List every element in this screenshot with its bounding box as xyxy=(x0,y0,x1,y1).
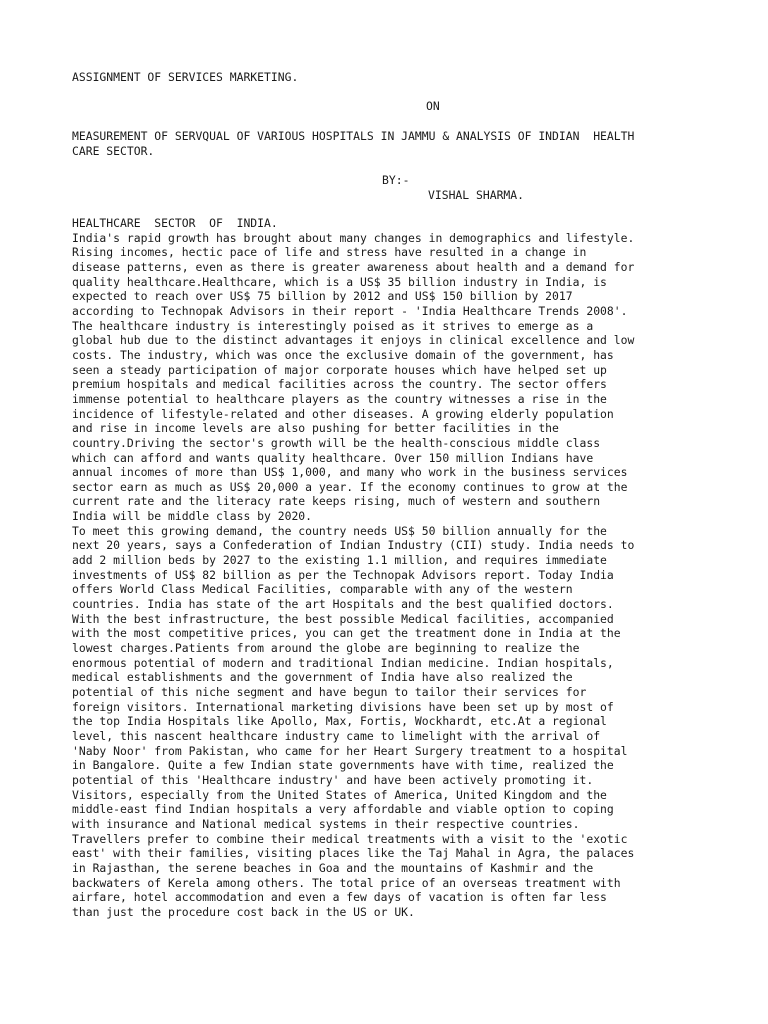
body-line: current rate and the literacy rate keeps rising, much of western and southern xyxy=(72,494,601,509)
body-line: in Rajasthan, the serene beaches in Goa and the mountains of Kashmir and the xyxy=(72,860,594,875)
body-line: With the best infrastructure, the best possible Medical facilities, accompanied xyxy=(72,611,614,626)
body-line: the top India Hospitals like Apollo, Max, Fortis, Wockhardt, etc.At a regional xyxy=(72,714,607,729)
body-line: foreign visitors. International marketing divisions have been set up by most of xyxy=(72,699,614,714)
body-line: and rise in income levels are also pushing for better facilities in the xyxy=(72,421,559,436)
body-line: Visitors, especially from the United States of America, United Kingdom and the xyxy=(72,787,607,802)
body-line: according to Technopak Advisors in their report - 'India Healthcare Trends 2008'. xyxy=(72,303,628,318)
body-line: incidence of lifestyle-related and other diseases. A growing elderly population xyxy=(72,406,614,421)
body-line: potential of this 'Healthcare industry' and have been actively promoting it. xyxy=(72,772,594,787)
on-label: ON xyxy=(426,99,440,113)
assignment-heading: ASSIGNMENT OF SERVICES MARKETING. xyxy=(72,70,299,84)
body-line: quality healthcare.Healthcare, which is a US$ 35 billion industry in India, is xyxy=(72,274,607,289)
body-line: global hub due to the distinct advantages it enjoys in clinical excellence and low xyxy=(72,333,635,348)
title-line-2: CARE SECTOR. xyxy=(72,144,155,158)
by-label: BY:- xyxy=(382,173,410,187)
body-line: To meet this growing demand, the country needs US$ 50 billion annually for the xyxy=(72,523,607,538)
section-heading: HEALTHCARE SECTOR OF INDIA. xyxy=(72,216,278,230)
body-line: than just the procedure cost back in the US or UK. xyxy=(72,904,415,919)
body-line: annual incomes of more than US$ 1,000, and many who work in the business services xyxy=(72,465,628,480)
body-line: countries. India has state of the art Hospitals and the best qualified doctors. xyxy=(72,597,614,612)
body-line: potential of this niche segment and have begun to tailor their services for xyxy=(72,685,587,699)
body-line: country.Driving the sector's growth will be the health-conscious middle class xyxy=(72,435,601,450)
author-name: VISHAL SHARMA. xyxy=(428,188,525,202)
body-text xyxy=(72,216,702,920)
body-line: with insurance and National medical systems in their respective countries. xyxy=(72,816,580,831)
body-line: with the most competitive prices, you can get the treatment done in India at the xyxy=(72,626,621,641)
body-line: disease patterns, even as there is greater awareness about health and a demand for xyxy=(72,259,635,274)
title-line-1: MEASUREMENT OF SERVQUAL OF VARIOUS HOSPITALS IN JAMMU & ANALYSIS OF INDIAN HEALTH xyxy=(72,129,635,143)
body-line: Travellers prefer to combine their medical treatments with a visit to the 'exotic xyxy=(72,831,628,846)
body-line: next 20 years, says a Confederation of Indian Industry (CII) study. India needs to xyxy=(72,538,635,553)
body-line: investments of US$ 82 billion as per the Technopak Advisors report. Today India xyxy=(72,567,614,582)
body-line: sector earn as much as US$ 20,000 a year. If the economy continues to grow at the xyxy=(72,479,628,494)
body-line: enormous potential of modern and traditional Indian medicine. Indian hospitals, xyxy=(72,655,614,670)
body-line: middle-east find Indian hospitals a very affordable and viable option to coping xyxy=(72,802,614,817)
body-line: which can afford and wants quality healthcare. Over 150 million Indians have xyxy=(72,450,594,465)
body-line: India's rapid growth has brought about many changes in demographics and lifestyle. xyxy=(72,230,635,245)
body-line: India will be middle class by 2020. xyxy=(72,509,313,524)
body-line: The healthcare industry is interestingly poised as it strives to emerge as a xyxy=(72,318,594,333)
body-line: in Bangalore. Quite a few Indian state governments have with time, realized the xyxy=(72,758,614,773)
body-line: seen a steady participation of major corporate houses which have helped set up xyxy=(72,362,607,377)
body-line: east' with their families, visiting places like the Taj Mahal in Agra, the palaces xyxy=(72,846,635,861)
body-line: level, this nascent healthcare industry came to limelight with the arrival of xyxy=(72,728,601,743)
body-line: airfare, hotel accommodation and even a few days of vacation is often far less xyxy=(72,890,607,905)
body-line: backwaters of Kerela among others. The total price of an overseas treatment with xyxy=(72,875,621,890)
body-line: 'Naby Noor' from Pakistan, who came for her Heart Surgery treatment to a hospital xyxy=(72,743,628,758)
body-line: costs. The industry, which was once the exclusive domain of the government, has xyxy=(72,347,614,362)
body-line: immense potential to healthcare players as the country witnesses a rise in the xyxy=(72,391,607,406)
body-line: medical establishments and the government of India have also realized the xyxy=(72,670,573,685)
body-line: offers World Class Medical Facilities, comparable with any of the western xyxy=(72,582,573,597)
body-line: lowest charges.Patients from around the globe are beginning to realize the xyxy=(72,641,580,656)
body-line: expected to reach over US$ 75 billion by 2012 and US$ 150 billion by 2017 xyxy=(72,289,573,304)
body-line: Rising incomes, hectic pace of life and stress have resulted in a change in xyxy=(72,245,587,260)
body-line: premium hospitals and medical facilities across the country. The sector offers xyxy=(72,377,607,392)
body-line: add 2 million beds by 2027 to the existing 1.1 million, and requires immediate xyxy=(72,553,607,568)
